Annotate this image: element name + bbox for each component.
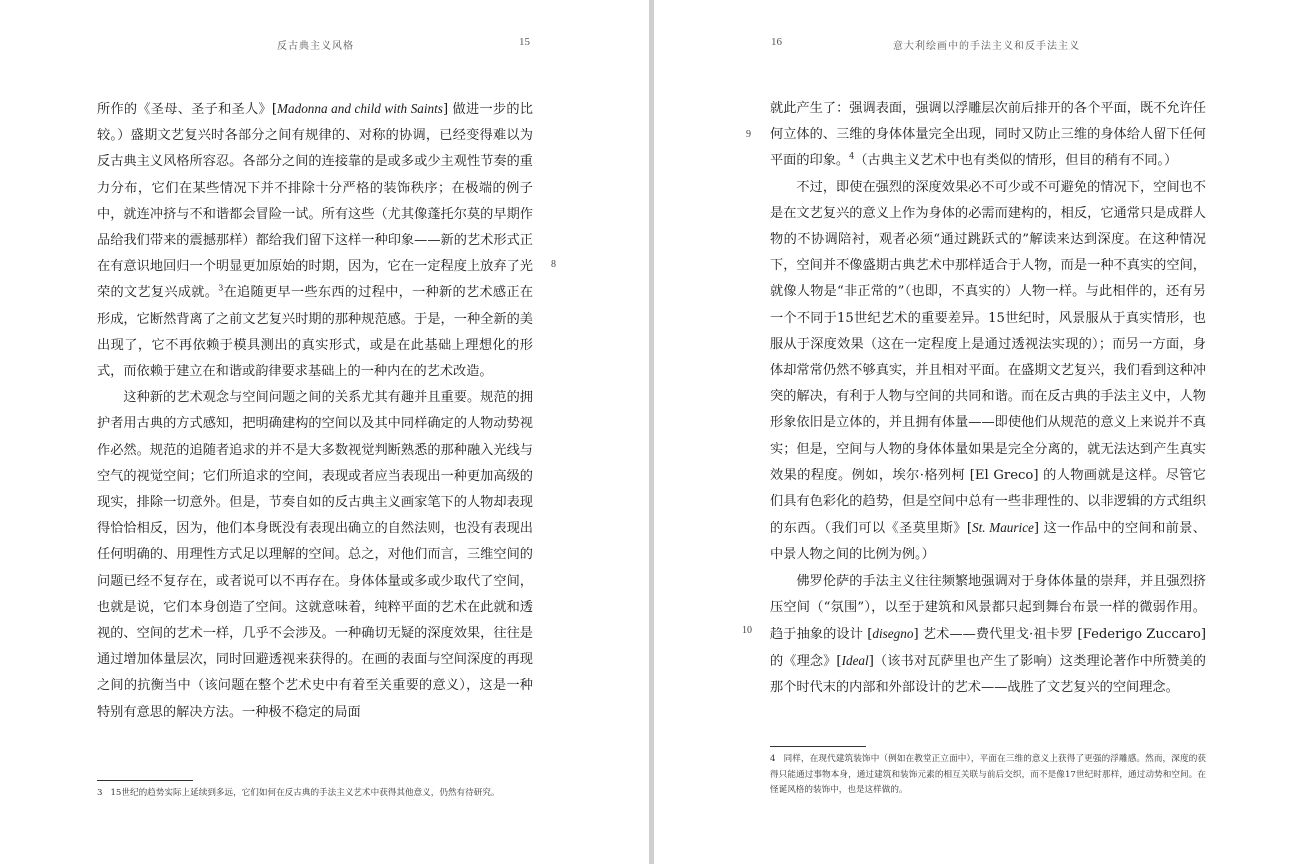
right-body-text — [770, 96, 1206, 702]
rp1-text-a: 就此产生了：强调表面，强调以浮雕层次前后排开的各个平面，既不允许任何立体的、三维的身体体量完全出现，同时又防止三维的身体给人留下任何平面的印象。 — [770, 101, 1206, 169]
left-footnote-rule — [97, 780, 193, 781]
left-page — [0, 0, 649, 864]
rp3-latin-disegno: disegno — [872, 626, 914, 642]
rp2-text-a: 不过，即使在强烈的深度效果必不可少或不可避免的情况下，空间也不是在文艺复兴的意义上作为身体的必需而建构的，相反，它通常只是成群人物的不协调陪衬，观者必须“通过跳跃式的”解读来达到深度。在这种情况下，空间并不像盛期古典艺术中那样适合于人物，而是一种不真实的空间，就像人物是“非正常的”（也即，不真实的）人物一样。与此相伴的，还有另一个不同于15世纪艺术的重要差异。15世纪时，风景服从于真实情形，也服从于深度效果（这在一定程度上是通过透视法实现的）；而另一方面，身体却常常仍然不够真实，并且相对平面。在盛期文艺复兴，我们看到这种冲突的解决，有利于人物与空间的共同和谐。而在反古典的手法主义中，人物形象依旧是立体的，并且拥有体量——即使他们从规范的意义上来说并不真实；但是，空间与人物的身体体量如果是完全分离的，就无法达到产生真实效果的程度。例如，埃尔·格列柯 [El Greco] 的人物画就是这样。尽管它们具有色彩化的趋势，但是空间中总有一些非理性的、以非逻辑的方式组织的东西。（我们可以《圣莫里斯》[ — [770, 179, 1206, 537]
left-paragraph-1 — [97, 96, 533, 385]
rp2-latin-title: St. Maurice — [972, 520, 1034, 536]
footnote-text-4: 同样，在现代建筑装饰中（例如在教堂正立面中），平面在三维的意义上获得了更强的浮雕感。然而，深度的获得只能通过事物本身，通过建筑和装饰元素的相互关联与前后交织，而不是像17世纪时那样，通过动势和空间。在怪诞风格的装饰中，也是这样做的。 — [770, 754, 1206, 795]
rp2-text-b: ] 这一作品中的空间和前景、中景人物之间的比例为例。） — [770, 521, 1206, 563]
left-page-number: 15 — [519, 36, 530, 48]
right-footnote-rule — [770, 746, 866, 747]
left-paragraph-2: 这种新的艺术观念与空间问题之间的关系尤其有趣并且重要。规范的拥护者用古典的方式感知，把明确建构的空间以及其中同样确定的人物动势视作必然。规范的追随者追求的并不是大多数视觉判断熟悉的那种融入光线与空气的视觉空间；它们所追求的空间，表现或者应当表现出一种更加高级的现实，排除一切意外。但是，节奏自如的反古典主义画家笔下的人物却表现得恰恰相反，因为，他们本身既没有表现出确立的自然法则，也没有表现出任何明确的、用理性方式足以理解的空间。总之，对他们而言，三维空间的问题已经不复存在，或者说可以不再存在。身体体量或多或少取代了空间，也就是说，它们本身创造了空间。这就意味着，纯粹平面的艺术在此就和透视的、空间的艺术一样，几乎不会涉及。一种确切无疑的深度效果，往往是通过增加体量层次，同时回避透视来获得的。在画的表面与空间深度的再现之间的抗衡当中（该问题在整个艺术史中有着至关重要的意义），这是一种特别有意思的解决方法。一种极不稳定的局面 — [97, 390, 533, 720]
left-footnote — [97, 786, 537, 802]
footnote-ref-4[interactable]: 4 — [849, 152, 855, 162]
p1-latin-title: Madonna and child with Saints — [277, 101, 443, 116]
right-page — [654, 0, 1300, 864]
footnote-ref-3[interactable]: 3 — [218, 284, 224, 294]
right-page-number: 16 — [771, 36, 782, 48]
rp1-text-b: （古典主义艺术中也有类似的情形，但目的稍有不同。） — [854, 153, 1178, 169]
footnote-text-3: 15世纪的趋势实际上延续到多远，它们如何在反古典的手法主义艺术中获得其他意义，仍然有待研究。 — [110, 788, 500, 798]
rp3-text-b: ] 艺术——费代里戈·祖卡罗 [Federigo Zuccaro] 的《理念》[ — [770, 627, 1206, 670]
rp3-latin-ideal: Ideal — [841, 653, 869, 669]
footnote-number-3: 3 — [97, 788, 103, 798]
rp3-text-a: 佛罗伦萨的手法主义往往频繁地强调对于身体体量的崇拜，并且强烈挤压空间（“氛围”），以至于建筑和风景都只起到舞台布景一样的微弱作用。趋于抽象的设计 [ — [770, 573, 1206, 643]
left-body-text — [97, 96, 533, 726]
right-paragraph-2 — [770, 175, 1206, 569]
footnote-number-4: 4 — [770, 754, 776, 764]
right-paragraph-1 — [770, 96, 1206, 175]
right-paragraph-3 — [770, 569, 1206, 702]
p1-text-a: 所作的《圣母、圣子和圣人》[ — [97, 102, 278, 117]
p1-text-b: ] 做进一步的比较。）盛期文艺复兴时各部分之间有规律的、对称的协调，已经变得难以为反古典主义风格所容忍。各部分之间的连接靠的是或多或少主观性节奏的重力分布，它们在某些情况下并不排除十分严格的装饰秩序；在极端的例子中，就连冲挤与不和谐都会冒险一试。所有这些（尤其像蓬托尔莫的早期作品给我们带来的震撼那样）都给我们留下这样一种印象——新的艺术形式正在有意识地回归一个明显更加原始的时期，因为，它在一定程度上放弃了光荣的文艺复兴成就。 — [97, 102, 533, 301]
right-running-head: 意大利绘画中的手法主义和反手法主义 — [893, 41, 1080, 52]
rp3-text-c: ]（该书对瓦萨里也产生了影响）这类理论著作中所赞美的那个时代末的内部和外部设计的艺术——战胜了文艺复兴的空间理念。 — [770, 654, 1206, 696]
right-margin-number-10: 10 — [742, 625, 752, 636]
left-running-head: 反古典主义风格 — [277, 41, 354, 52]
p1-text-c: 在追随更早一些东西的过程中，一种新的艺术感正在形成，它断然背离了之前文艺复兴时期的那种规范感。于是，一种全新的美出现了，它不再依赖于模具测出的真实形式，或是在此基础上理想化的形式，而依赖于建立在和谐或韵律要求基础上的一种内在的艺术改造。 — [97, 285, 534, 380]
right-margin-number-9: 9 — [746, 129, 751, 140]
left-margin-number: 8 — [551, 259, 556, 270]
right-footnote — [770, 752, 1206, 799]
